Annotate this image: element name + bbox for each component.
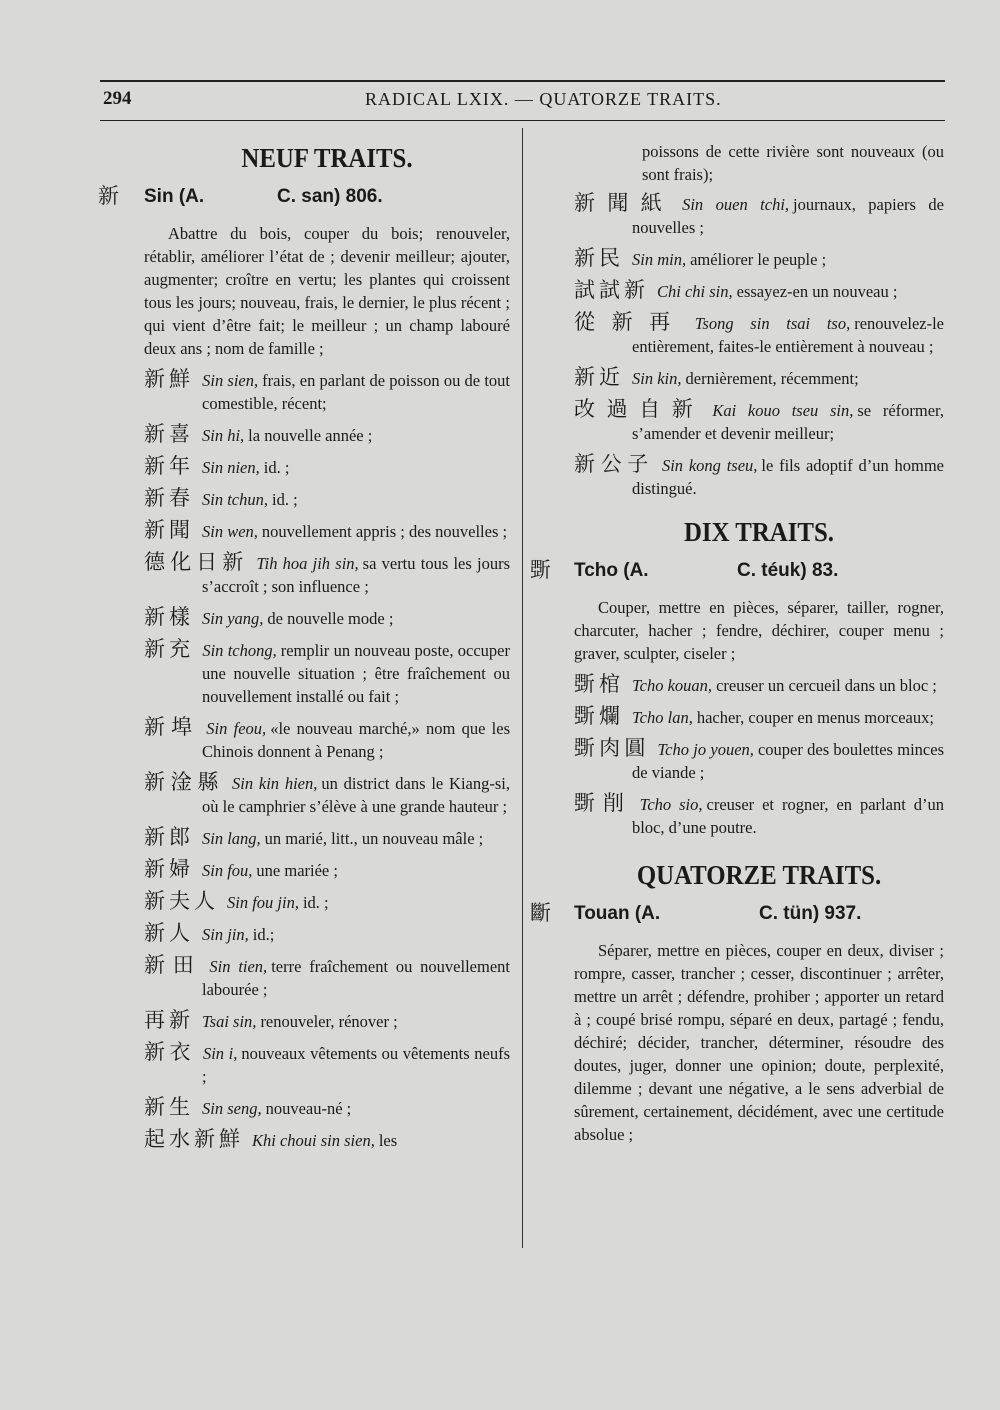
entry-romanization: Tih hoa jih sin,: [256, 554, 359, 573]
entry-definition: nouveau-né ;: [265, 1099, 352, 1118]
head-character: 斷: [530, 901, 551, 925]
entry-romanization: Sin nien,: [202, 458, 260, 477]
entry-romanization: Sin seng,: [202, 1099, 262, 1118]
entry-characters: 新春: [144, 486, 194, 510]
entry-romanization: Sin feou,: [206, 719, 267, 738]
head-label: Tcho (A.: [574, 560, 649, 581]
entry-characters: 斲棺: [574, 672, 624, 696]
dictionary-entry: [574, 737, 944, 784]
entry-definition: renouvelez-le entièrement, faites-le entièrement à nouveau ;: [632, 314, 944, 356]
running-title: RADICAL LXIX. — QUATORZE TRAITS.: [365, 89, 722, 109]
entry-definition: creuser et rogner, en parlant d’un bloc, d’une poutre.: [632, 795, 944, 837]
entry-romanization: Tsong sin tsai tso,: [694, 314, 851, 333]
dictionary-entry: [144, 716, 510, 763]
entry-definition: se réformer, s’amender et devenir meilleur;: [632, 401, 945, 443]
entry-characters: 新郎: [144, 825, 194, 849]
top-rule: [100, 80, 945, 82]
head-entry-touan: [530, 901, 944, 927]
entry-romanization: Sin ouen tchi,: [682, 195, 790, 214]
entry-definition: remplir un nouveau poste, occuper une nouvelle situation ; être fraîchement ou nouvellement installé ou fait ;: [202, 641, 510, 706]
header-rule: [100, 120, 945, 121]
entry-characters: 新充: [144, 637, 195, 661]
entry-characters: 新夫人: [144, 889, 219, 913]
entry-romanization: Sin min,: [632, 250, 687, 269]
entry-characters: 新民: [574, 246, 624, 270]
dictionary-entry: [574, 192, 944, 239]
entry-romanization: Sin tchun,: [202, 490, 268, 509]
section-heading-neuf-traits: NEUF TRAITS.: [241, 143, 413, 173]
entry-definition: creuser un cercueil dans un bloc ;: [716, 676, 937, 695]
entry-romanization: Sin hi,: [202, 426, 245, 445]
dictionary-entry: [144, 954, 510, 1001]
entry-definition: frais, en parlant de poisson ou de tout comestible, récent;: [202, 371, 510, 413]
entry-characters: 新樣: [144, 605, 194, 629]
entry-romanization: Sin wen,: [202, 522, 258, 541]
entry-romanization: Sin tien,: [209, 957, 268, 976]
dictionary-entry: [574, 398, 944, 445]
entry-definition: id. ;: [272, 490, 298, 509]
head-entry-sin: [98, 184, 510, 210]
head-code: C. tün) 937.: [759, 903, 862, 924]
head-entry-tcho: [530, 558, 944, 584]
column-divider: [522, 128, 523, 1248]
entry-definition: les: [378, 1131, 398, 1150]
entry-characters: 新婦: [144, 857, 194, 881]
entry-characters: 新人: [144, 921, 194, 945]
dictionary-entry: [144, 1041, 510, 1088]
dictionary-entry: [144, 1009, 510, 1033]
dictionary-entry: [144, 606, 510, 630]
entry-characters: 新公子: [574, 452, 654, 476]
entry-romanization: Sin kin hien,: [232, 774, 318, 793]
head-code: C. téuk) 83.: [737, 560, 839, 581]
entry-romanization: Tcho lan,: [632, 708, 693, 727]
entry-romanization: Sin i,: [202, 1044, 238, 1063]
entry-characters: 起水新鮮: [144, 1127, 244, 1151]
entry-definition: dernièrement, récemment;: [685, 369, 859, 388]
entry-characters: 新鮮: [144, 367, 195, 391]
entry-romanization: Sin kin,: [632, 369, 682, 388]
entry-definition: la nouvelle année ;: [248, 426, 373, 445]
dictionary-entry: [574, 673, 944, 697]
entry-definition: journaux, papiers de nouvelles ;: [632, 195, 945, 237]
entry-characters: 新聞: [144, 518, 194, 542]
head-label: Sin (A.: [144, 186, 205, 207]
entry-definition: améliorer le peuple ;: [690, 250, 827, 269]
entry-romanization: Sin fou,: [202, 861, 253, 880]
entry-romanization: Chi chi sin,: [657, 282, 733, 301]
entry-characters: 斲爛: [574, 704, 624, 728]
dictionary-entry: [144, 826, 510, 850]
entry-definition: un district dans le Kiang-si, où le camphrier s’élève à une grande hauteur ;: [202, 774, 510, 816]
head-character: 斲: [530, 558, 551, 582]
entry-definition: id. ;: [263, 458, 290, 477]
entry-romanization: Sin yang,: [202, 609, 264, 628]
head-label: Touan (A.: [574, 903, 661, 924]
entry-romanization: Sin sien,: [202, 371, 259, 390]
dictionary-entry: [144, 487, 510, 511]
section-heading-dix-traits: DIX TRAITS.: [683, 517, 835, 547]
entry-romanization: Sin jin,: [202, 925, 249, 944]
entry-romanization: Sin tchong,: [202, 641, 277, 660]
entry-romanization: Tsai sin,: [202, 1012, 257, 1031]
entry-characters: 新田: [144, 953, 202, 977]
entry-definition: couper des boulettes minces de viande ;: [632, 740, 945, 782]
dictionary-entry: [144, 890, 510, 914]
head-character: 新: [98, 184, 119, 208]
continuation-text: poissons de cette rivière sont nouveaux (ou sont frais);: [642, 142, 944, 184]
entry-definition: id.;: [252, 925, 275, 944]
dictionary-entry: [574, 311, 944, 358]
entry-list: [144, 368, 510, 1152]
definition-paragraph: Séparer, mettre en pièces, couper en deux, diviser ; rompre, casser, trancher ; cesser, discontinuer ; arrêter, mettre un arrêt ; défendre, prohiber ; apporter un retard à ; coupé brisé rompu, séparé en deux, partagé ; fendu, déchiré; décider, trancher, déterminer, résoudre des doutes, juger, donner une opinion; doute, perplexité, dilemme ; devant une négative, a le sens adverbial de sûrement, certainement, décidément, avec une certitude absolue ;: [574, 941, 944, 1144]
entry-characters: 試試新: [574, 278, 649, 302]
dictionary-entry: [144, 1128, 510, 1152]
entry-characters: 新埠: [144, 715, 199, 739]
dictionary-entry: [144, 922, 510, 946]
entry-definition: nouveaux vêtements ou vêtements neufs ;: [202, 1044, 510, 1086]
dictionary-entry: [574, 279, 944, 303]
entry-characters: 新年: [144, 454, 194, 478]
entry-characters: 新衣: [144, 1040, 195, 1064]
head-code: C. san) 806.: [277, 186, 383, 207]
entry-romanization: Tcho sio,: [639, 795, 703, 814]
entry-definition: sa vertu tous les jours s’accroît ; son influence ;: [202, 554, 510, 596]
entry-characters: 新淦縣: [144, 770, 225, 794]
entry-characters: 新近: [574, 365, 624, 389]
dictionary-entry: [574, 366, 944, 390]
entry-characters: 斲肉圓: [574, 736, 650, 760]
left-column: [98, 140, 511, 1160]
definition-paragraph: Couper, mettre en pièces, séparer, tailler, rogner, charcuter, hacher ; fendre, déchirer, couper menu ; graver, sculpter, ciseler ;: [574, 598, 944, 663]
entry-romanization: Sin lang,: [202, 829, 261, 848]
entry-characters: 從新再: [574, 310, 687, 334]
entry-romanization: Khi choui sin sien,: [252, 1131, 375, 1150]
dictionary-entry: [144, 519, 510, 543]
entry-definition: id. ;: [302, 893, 329, 912]
entry-characters: 新生: [144, 1095, 194, 1119]
dictionary-entry: [144, 771, 510, 818]
dictionary-entry: [574, 705, 944, 729]
entry-romanization: Kai kouo tseu sin,: [712, 401, 854, 420]
section-heading-quatorze-traits: QUATORZE TRAITS.: [636, 860, 882, 890]
entry-characters: 新聞紙: [574, 191, 675, 215]
dictionary-entry: [144, 1096, 510, 1120]
entry-romanization: Tcho kouan,: [632, 676, 713, 695]
entry-definition: un marié, litt., un nouveau mâle ;: [264, 829, 484, 848]
entry-romanization: Tcho jo youen,: [657, 740, 754, 759]
entry-definition: une mariée ;: [256, 861, 338, 880]
entry-definition: hacher, couper en menus morceaux;: [696, 708, 934, 727]
entry-list: [574, 673, 944, 839]
entry-definition: renouveler, rénover ;: [260, 1012, 398, 1031]
dictionary-entry: [144, 455, 510, 479]
entry-characters: 再新: [144, 1008, 194, 1032]
dictionary-entry: [144, 858, 510, 882]
entry-definition: le fils adoptif d’un homme distingué.: [632, 456, 944, 498]
dictionary-entry: [144, 638, 510, 708]
right-column: [530, 140, 945, 1154]
definition-paragraph: Abattre du bois, couper du bois; renouveler, rétablir, améliorer l’état de ; devenir meilleur; ajouter, augmenter; croître en vertu; les plantes qui croissent tous les jours; nouveau, frais, le dernier, le plus récent ; qui vient d’être fait; le meilleur ; un champ labouré deux ans ; nom de famille ;: [144, 224, 510, 358]
entry-definition: «le nouveau marché,» nom que les Chinois donnent à Penang ;: [202, 719, 511, 761]
dictionary-entry: [574, 792, 944, 839]
entry-definition: essayez-en un nouveau ;: [736, 282, 898, 301]
entry-characters: 斲削: [574, 791, 632, 815]
dictionary-entry: [574, 453, 944, 500]
entry-romanization: Sin fou jin,: [227, 893, 299, 912]
dictionary-entry: [574, 247, 944, 271]
dictionary-entry: [144, 551, 510, 598]
entry-characters: 德化日新: [144, 550, 249, 574]
entry-characters: 新喜: [144, 422, 194, 446]
entry-definition: nouvellement appris ; des nouvelles ;: [261, 522, 508, 541]
entry-definition: terre fraîchement ou nouvellement labourée ;: [202, 957, 510, 999]
dictionary-entry: [144, 423, 510, 447]
entry-characters: 改過自新: [574, 397, 705, 421]
entry-list: [574, 192, 944, 500]
entry-definition: de nouvelle mode ;: [267, 609, 394, 628]
page-number: 294: [103, 88, 132, 109]
dictionary-entry: [144, 368, 510, 415]
entry-romanization: Sin kong tseu,: [661, 456, 758, 475]
